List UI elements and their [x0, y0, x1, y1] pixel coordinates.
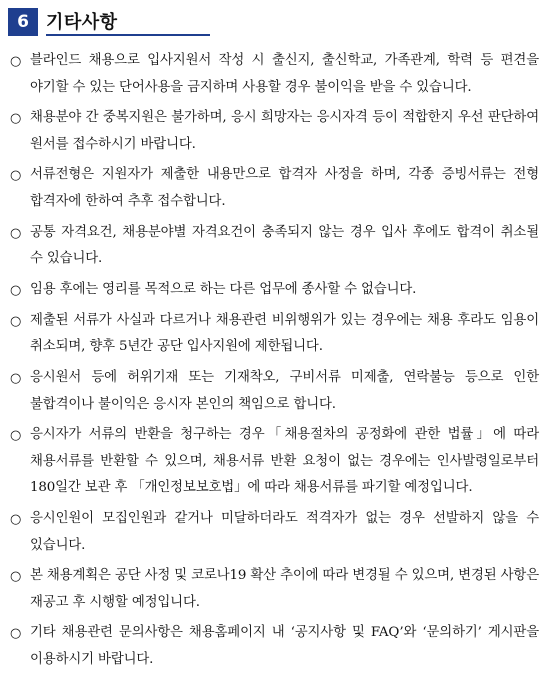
notice-list	[8, 48, 539, 673]
list-item-text: 공통 자격요건, 채용분야별 자격요건이 충족되지 않는 경우 입사 후에도 합격이 취소될 수 있습니다.	[30, 224, 539, 267]
list-item-text: 응시원서 등에 허위기재 또는 기재착오, 구비서류 미제출, 연락불능 등으로 인한 불합격이나 불이익은 응시자 본인의 책임으로 합니다.	[30, 369, 539, 412]
list-item	[8, 308, 539, 361]
bullet-circle-icon: ○	[10, 54, 22, 69]
bullet-circle-icon: ○	[10, 428, 22, 444]
bullet-circle-icon: ○	[10, 626, 22, 642]
section-header	[8, 8, 539, 36]
bullet-circle-icon: ○	[10, 168, 22, 184]
list-item	[8, 105, 539, 158]
list-item-text: 채용분야 간 중복지원은 불가하며, 응시 희망자는 응시자격 등이 적합한지 우선 판단하여 원서를 접수하시기 바랍니다.	[30, 110, 539, 152]
list-item-text: 응시자가 서류의 반환을 청구하는 경우「채용절차의 공정화에 관한 법률」에 따라 채용서류를 반환할 수 있으며, 채용서류 반환 요청이 없는 경우에는 인사발령일로부터 180일간 보관 후 「개인정보보호법」에 따라 채용서류를 파기할 예정입니다.	[30, 427, 539, 496]
list-item	[8, 277, 539, 304]
list-item-text: 본 채용계획은 공단 사정 및 코로나19 확산 추이에 따라 변경될 수 있으며, 변경된 사항은 재공고 후 시행할 예정입니다.	[30, 568, 539, 610]
bullet-circle-icon: ○	[10, 313, 22, 329]
list-item-text: 응시인원이 모집인원과 같거나 미달하더라도 적격자가 없는 경우 선발하지 않을 수 있습니다.	[30, 510, 539, 553]
list-item	[8, 422, 539, 502]
bullet-circle-icon: ○	[10, 111, 22, 127]
bullet-circle-icon: ○	[10, 370, 22, 386]
list-item-text: 제출된 서류가 사실과 다르거나 채용관련 비위행위가 있는 경우에는 채용 후라도 임용이 취소되며, 향후 5년간 공단 입사지원에 제한됩니다.	[30, 312, 539, 355]
list-item-text: 블라인드 채용으로 입사지원서 작성 시 출신지, 출신학교, 가족관계, 학력 등 편견을 야기할 수 있는 단어사용을 금지하며 사용할 경우 불이익을 받을 수 있습니다.	[30, 53, 539, 95]
bullet-circle-icon: ○	[10, 569, 22, 585]
bullet-circle-icon: ○	[10, 225, 22, 241]
list-item-text: 서류전형은 지원자가 제출한 내용만으로 합격자 사정을 하며, 각종 증빙서류는 전형 합격자에 한하여 추후 접수합니다.	[30, 167, 539, 209]
list-item-text: 임용 후에는 영리를 목적으로 하는 다른 업무에 종사할 수 없습니다.	[30, 281, 417, 297]
list-item	[8, 48, 539, 101]
list-item	[8, 620, 539, 673]
list-item	[8, 365, 539, 418]
list-item	[8, 506, 539, 559]
list-item	[8, 563, 539, 616]
bullet-circle-icon: ○	[10, 282, 22, 298]
list-item	[8, 220, 539, 273]
section-title-underline	[46, 8, 210, 36]
section-title: 기타사항	[46, 12, 118, 33]
section-number-badge: 6	[8, 8, 38, 36]
bullet-circle-icon: ○	[10, 511, 22, 527]
list-item-text: 기타 채용관련 문의사항은 채용홈페이지 내 ‘공지사항 및 FAQ’와 ‘문의하기’ 게시판을 이용하시기 바랍니다.	[30, 625, 539, 667]
list-item	[8, 162, 539, 215]
